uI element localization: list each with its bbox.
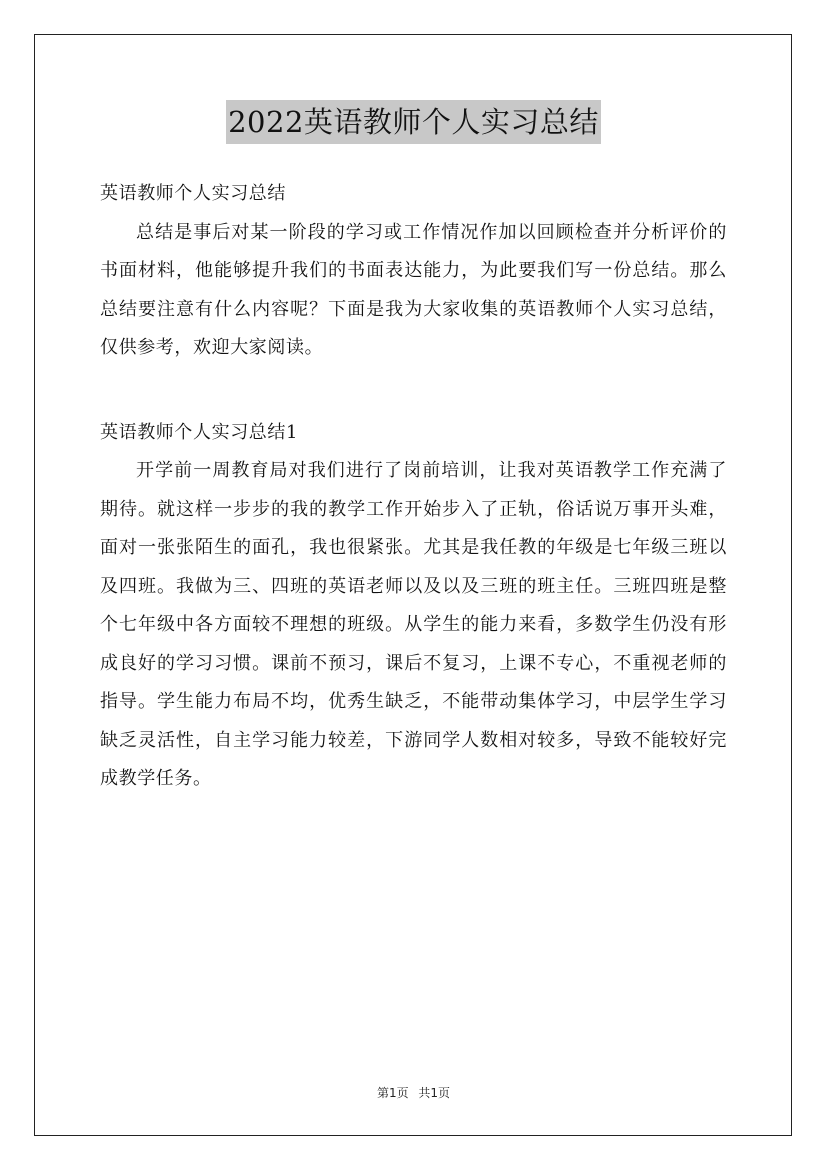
page-total: 共1页	[418, 1086, 451, 1100]
section-1-heading: 英语教师个人实习总结1	[100, 421, 299, 443]
intro-paragraph: 总结是事后对某一阶段的学习或工作情况作加以回顾检查并分析评价的书面材料，他能够提升我们的书面表达能力，为此要我们写一份总结。那么总结要注意有什么内容呢？下面是我为大家收集的英语教师个人实习总结，仅供参考，欢迎大家阅读。	[100, 221, 727, 358]
title-container	[0, 100, 827, 144]
subtitle-heading: 英语教师个人实习总结	[100, 183, 286, 204]
document-body	[100, 175, 727, 799]
page-footer	[0, 1084, 827, 1101]
document-title: 2022英语教师个人实习总结	[226, 100, 601, 144]
section-1-paragraph: 开学前一周教育局对我们进行了岗前培训，让我对英语教学工作充满了期待。就这样一步步的我的教学工作开始步入了正轨，俗话说万事开头难，面对一张张陌生的面孔，我也很紧张。尤其是我任教的年级是七年级三班以及四班。我做为三、四班的英语老师以及以及三班的班主任。三班四班是整个七年级中各方面较不理想的班级。从学生的能力来看，多数学生仍没有形成良好的学习习惯。课前不预习，课后不复习，上课不专心，不重视老师的指导。学生能力布局不均，优秀生缺乏，不能带动集体学习，中层学生学习缺乏灵活性，自主学习能力较差，下游同学人数相对较多，导致不能较好完成教学任务。	[100, 460, 727, 789]
page-number: 第1页	[376, 1086, 409, 1100]
